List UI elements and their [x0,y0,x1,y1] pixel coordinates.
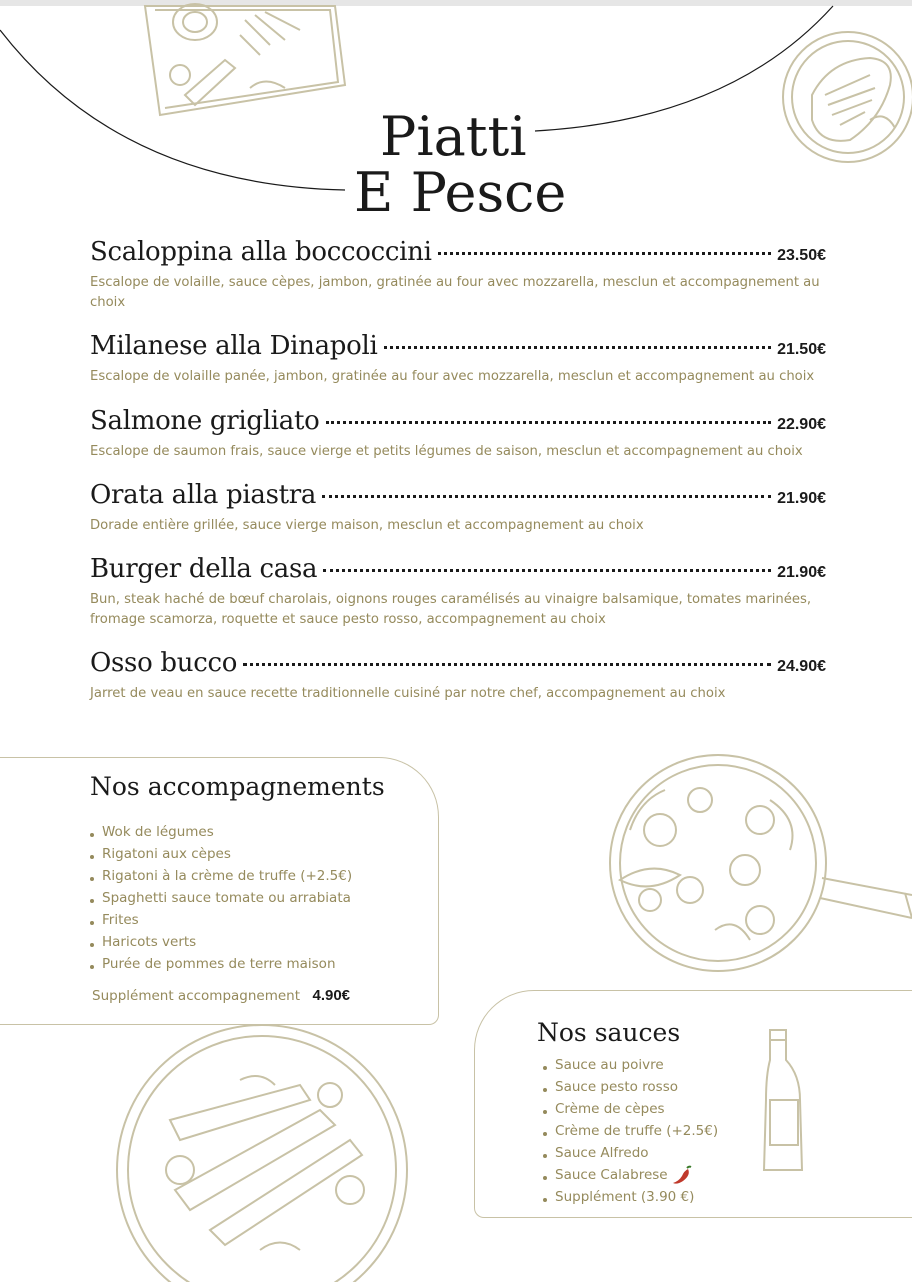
dish-description: Escalope de saumon frais, sauce vierge et petits légumes de saison, mesclun et accompagnement au choix [90,444,803,459]
dish-price: 21.90€ [777,564,826,581]
dish-name: Burger della casa [90,554,318,584]
list-item: Spaghetti sauce tomate ou arrabiata [90,887,352,909]
list-item: Crème de truffe (+2.5€) [543,1120,718,1142]
dish-description: Escalope de volaille, sauce cèpes, jambon, gratinée au four avec mozzarella, mesclun et accompagnement au choix [90,275,820,310]
list-item: Supplément (3.90 €) [543,1186,718,1208]
dish-name: Scaloppina alla boccoccini [90,237,432,267]
dish-description: Dorade entière grillée, sauce vierge maison, mesclun et accompagnement au choix [90,518,644,533]
dish-item [90,554,826,630]
list-item: Wok de légumes [90,821,352,843]
accompaniments-list [90,821,352,975]
dish-name: Milanese alla Dinapoli [90,331,378,361]
list-item: Sauce au poivre [543,1054,718,1076]
dish-price: 24.90€ [777,658,826,675]
supplement-label: Supplément accompagnement [92,988,301,1004]
list-item: Sauce pesto rosso [543,1076,718,1098]
list-item-calabrese [543,1164,718,1186]
dish-item [90,648,826,704]
dish-price: 23.50€ [777,247,826,264]
sauces-list [543,1054,718,1208]
dot-leader [243,662,771,666]
list-item: Sauce Alfredo [543,1142,718,1164]
supplement-line [92,987,350,1005]
dish-item [90,480,826,536]
list-item: Crème de cèpes [543,1098,718,1120]
dish-price: 21.50€ [777,341,826,358]
sauces-title: Nos sauces [537,1018,681,1047]
page-title-line1: Piatti [380,105,527,168]
dish-item [90,331,826,387]
dish-price: 22.90€ [777,416,826,433]
grilled-fish-plate-illustration [117,1025,407,1282]
dish-name: Osso bucco [90,648,238,678]
dish-name: Salmone grigliato [90,406,320,436]
list-item: Rigatoni à la crème de truffe (+2.5€) [90,865,352,887]
supplement-price: 4.90€ [312,987,351,1004]
list-item-label: Sauce Calabrese [555,1167,668,1183]
salmon-plate-illustration [783,32,912,162]
dot-leader [323,568,771,572]
dish-description: Jarret de veau en sauce recette traditionnelle cuisiné par notre chef, accompagnement au choix [90,686,726,701]
dot-leader [326,420,772,424]
pizza-pan-illustration [610,755,912,971]
dish-description: Bun, steak haché de bœuf charolais, oignons rouges caramélisés au vinaigre balsamique, tomates marinées, fromage scamorza, roquette et sauce pesto rosso, accompagnement au choix [90,592,812,627]
list-item: Rigatoni aux cèpes [90,843,352,865]
accompaniments-title: Nos accompagnements [90,772,385,801]
chili-icon [671,1165,693,1185]
list-item: Frites [90,909,352,931]
dish-name: Orata alla piastra [90,480,317,510]
dish-price: 21.90€ [777,490,826,507]
page-title-line2: E Pesce [354,161,567,224]
dish-item [90,406,826,462]
title-arc-line [0,30,345,190]
dot-leader [384,345,772,349]
cutting-board-illustration [145,4,345,115]
dish-item [90,237,826,313]
list-item: Purée de pommes de terre maison [90,953,352,975]
dish-description: Escalope de volaille panée, jambon, gratinée au four avec mozzarella, mesclun et accompagnement au choix [90,369,815,384]
list-item: Haricots verts [90,931,352,953]
dot-leader [322,494,771,498]
dot-leader [438,251,771,255]
title-arc-line-right [535,6,833,131]
